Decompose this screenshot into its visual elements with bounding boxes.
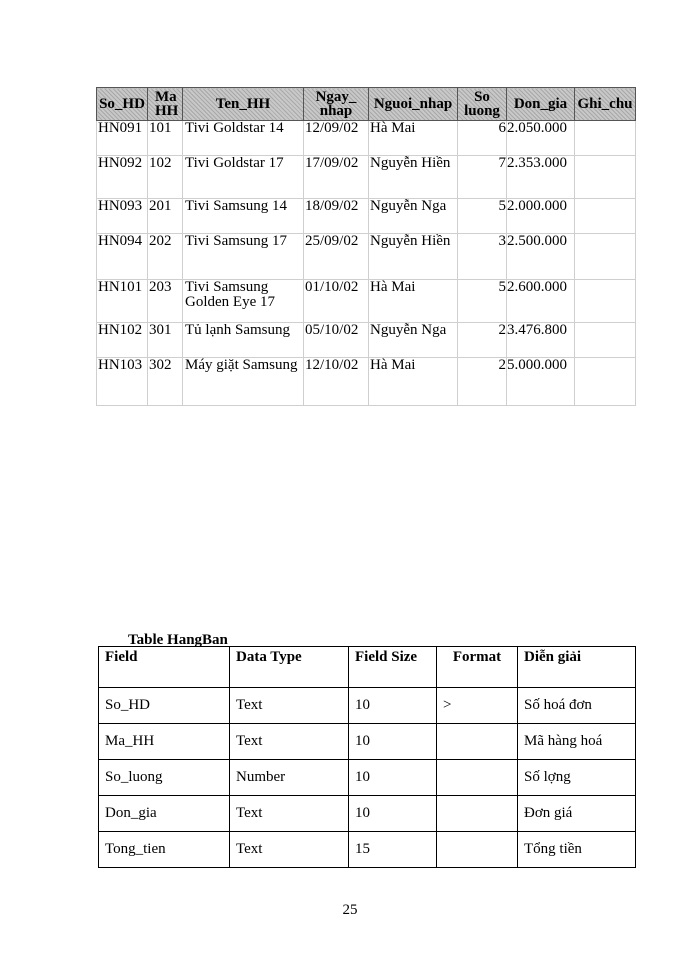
table-row bbox=[97, 199, 636, 234]
table-row bbox=[99, 760, 636, 796]
ten-hh-cell: Tivi Goldstar 17 bbox=[183, 156, 304, 199]
invoice-header-row bbox=[97, 88, 636, 121]
header-ten-hh: Ten_HH bbox=[183, 88, 304, 121]
so-luong-cell: 2 bbox=[458, 358, 507, 406]
nguoi-nhap-cell: Hà Mai bbox=[369, 358, 458, 406]
field-size-cell: 10 bbox=[349, 760, 437, 796]
header-ghi-chu: Ghi_chu bbox=[575, 88, 636, 121]
table-row bbox=[99, 796, 636, 832]
dien-giai-cell: Số hoá đơn bbox=[518, 688, 636, 724]
header-ma-hh: Ma HH bbox=[148, 88, 183, 121]
so-luong-cell: 6 bbox=[458, 121, 507, 156]
ma-hh-cell: 302 bbox=[148, 358, 183, 406]
so-luong-cell: 5 bbox=[458, 280, 507, 323]
so-hd-cell: HN103 bbox=[97, 358, 148, 406]
invoice-table bbox=[96, 87, 636, 406]
ma-hh-cell: 301 bbox=[148, 323, 183, 358]
header-field: Field bbox=[99, 647, 230, 688]
ma-hh-cell: 102 bbox=[148, 156, 183, 199]
table-row bbox=[99, 688, 636, 724]
ten-hh-cell: Tivi Goldstar 14 bbox=[183, 121, 304, 156]
header-format: Format bbox=[437, 647, 518, 688]
format-cell bbox=[437, 832, 518, 868]
ma-hh-cell: 201 bbox=[148, 199, 183, 234]
ghi-chu-cell bbox=[575, 280, 636, 323]
hangban-header-row bbox=[99, 647, 636, 688]
so-hd-cell: HN093 bbox=[97, 199, 148, 234]
so-hd-cell: HN101 bbox=[97, 280, 148, 323]
don-gia-cell: 3.476.800 bbox=[507, 323, 575, 358]
don-gia-cell: 2.600.000 bbox=[507, 280, 575, 323]
ten-hh-cell: Tivi Samsung Golden Eye 17 bbox=[183, 280, 304, 323]
format-cell: > bbox=[437, 688, 518, 724]
so-luong-cell: 7 bbox=[458, 156, 507, 199]
ghi-chu-cell bbox=[575, 323, 636, 358]
data-type-cell: Text bbox=[230, 688, 349, 724]
don-gia-cell: 2.050.000 bbox=[507, 121, 575, 156]
header-don-gia: Don_gia bbox=[507, 88, 575, 121]
ten-hh-cell: Máy giặt Samsung bbox=[183, 358, 304, 406]
nguoi-nhap-cell: Nguyễn Hiền bbox=[369, 156, 458, 199]
data-type-cell: Text bbox=[230, 832, 349, 868]
header-field-size: Field Size bbox=[349, 647, 437, 688]
ghi-chu-cell bbox=[575, 121, 636, 156]
ma-hh-cell: 101 bbox=[148, 121, 183, 156]
ghi-chu-cell bbox=[575, 358, 636, 406]
header-data-type: Data Type bbox=[230, 647, 349, 688]
ma-hh-cell: 203 bbox=[148, 280, 183, 323]
data-type-cell: Text bbox=[230, 724, 349, 760]
so-luong-cell: 3 bbox=[458, 234, 507, 280]
so-luong-cell: 2 bbox=[458, 323, 507, 358]
field-size-cell: 10 bbox=[349, 688, 437, 724]
hangban-table-title: Table HangBan bbox=[128, 632, 228, 648]
data-type-cell: Number bbox=[230, 760, 349, 796]
table-row bbox=[97, 280, 636, 323]
table-row bbox=[97, 358, 636, 406]
field-cell: Tong_tien bbox=[99, 832, 230, 868]
ten-hh-cell: Tivi Samsung 17 bbox=[183, 234, 304, 280]
nguoi-nhap-cell: Nguyễn Nga bbox=[369, 199, 458, 234]
table-row bbox=[97, 234, 636, 280]
ngay-nhap-cell: 01/10/02 bbox=[304, 280, 369, 323]
field-size-cell: 10 bbox=[349, 796, 437, 832]
dien-giai-cell: Đơn giá bbox=[518, 796, 636, 832]
field-cell: So_luong bbox=[99, 760, 230, 796]
field-cell: Don_gia bbox=[99, 796, 230, 832]
field-cell: So_HD bbox=[99, 688, 230, 724]
page-number: 25 bbox=[342, 902, 358, 918]
dien-giai-cell: Mã hàng hoá bbox=[518, 724, 636, 760]
nguoi-nhap-cell: Hà Mai bbox=[369, 280, 458, 323]
ngay-nhap-cell: 18/09/02 bbox=[304, 199, 369, 234]
so-hd-cell: HN102 bbox=[97, 323, 148, 358]
format-cell bbox=[437, 724, 518, 760]
don-gia-cell: 2.000.000 bbox=[507, 199, 575, 234]
table-row bbox=[97, 156, 636, 199]
header-so-luong: So luong bbox=[458, 88, 507, 121]
ngay-nhap-cell: 12/09/02 bbox=[304, 121, 369, 156]
don-gia-cell: 2.353.000 bbox=[507, 156, 575, 199]
table-row bbox=[97, 323, 636, 358]
ma-hh-cell: 202 bbox=[148, 234, 183, 280]
ghi-chu-cell bbox=[575, 234, 636, 280]
header-so-hd: So_HD bbox=[97, 88, 148, 121]
header-ngay-nhap: Ngay_ nhap bbox=[304, 88, 369, 121]
so-luong-cell: 5 bbox=[458, 199, 507, 234]
ten-hh-cell: Tivi Samsung 14 bbox=[183, 199, 304, 234]
header-dien-giai: Diễn giải bbox=[518, 647, 636, 688]
ten-hh-cell: Tủ lạnh Samsung bbox=[183, 323, 304, 358]
hangban-table bbox=[98, 646, 636, 868]
dien-giai-cell: Số lợng bbox=[518, 760, 636, 796]
so-hd-cell: HN091 bbox=[97, 121, 148, 156]
nguoi-nhap-cell: Nguyễn Hiền bbox=[369, 234, 458, 280]
header-nguoi-nhap: Nguoi_nhap bbox=[369, 88, 458, 121]
so-hd-cell: HN094 bbox=[97, 234, 148, 280]
data-type-cell: Text bbox=[230, 796, 349, 832]
format-cell bbox=[437, 796, 518, 832]
nguoi-nhap-cell: Nguyễn Nga bbox=[369, 323, 458, 358]
table-row bbox=[97, 121, 636, 156]
ghi-chu-cell bbox=[575, 199, 636, 234]
field-cell: Ma_HH bbox=[99, 724, 230, 760]
don-gia-cell: 5.000.000 bbox=[507, 358, 575, 406]
ngay-nhap-cell: 25/09/02 bbox=[304, 234, 369, 280]
ngay-nhap-cell: 17/09/02 bbox=[304, 156, 369, 199]
field-size-cell: 10 bbox=[349, 724, 437, 760]
table-row bbox=[99, 832, 636, 868]
ngay-nhap-cell: 05/10/02 bbox=[304, 323, 369, 358]
format-cell bbox=[437, 760, 518, 796]
nguoi-nhap-cell: Hà Mai bbox=[369, 121, 458, 156]
dien-giai-cell: Tổng tiền bbox=[518, 832, 636, 868]
so-hd-cell: HN092 bbox=[97, 156, 148, 199]
ngay-nhap-cell: 12/10/02 bbox=[304, 358, 369, 406]
ghi-chu-cell bbox=[575, 156, 636, 199]
table-row bbox=[99, 724, 636, 760]
don-gia-cell: 2.500.000 bbox=[507, 234, 575, 280]
field-size-cell: 15 bbox=[349, 832, 437, 868]
